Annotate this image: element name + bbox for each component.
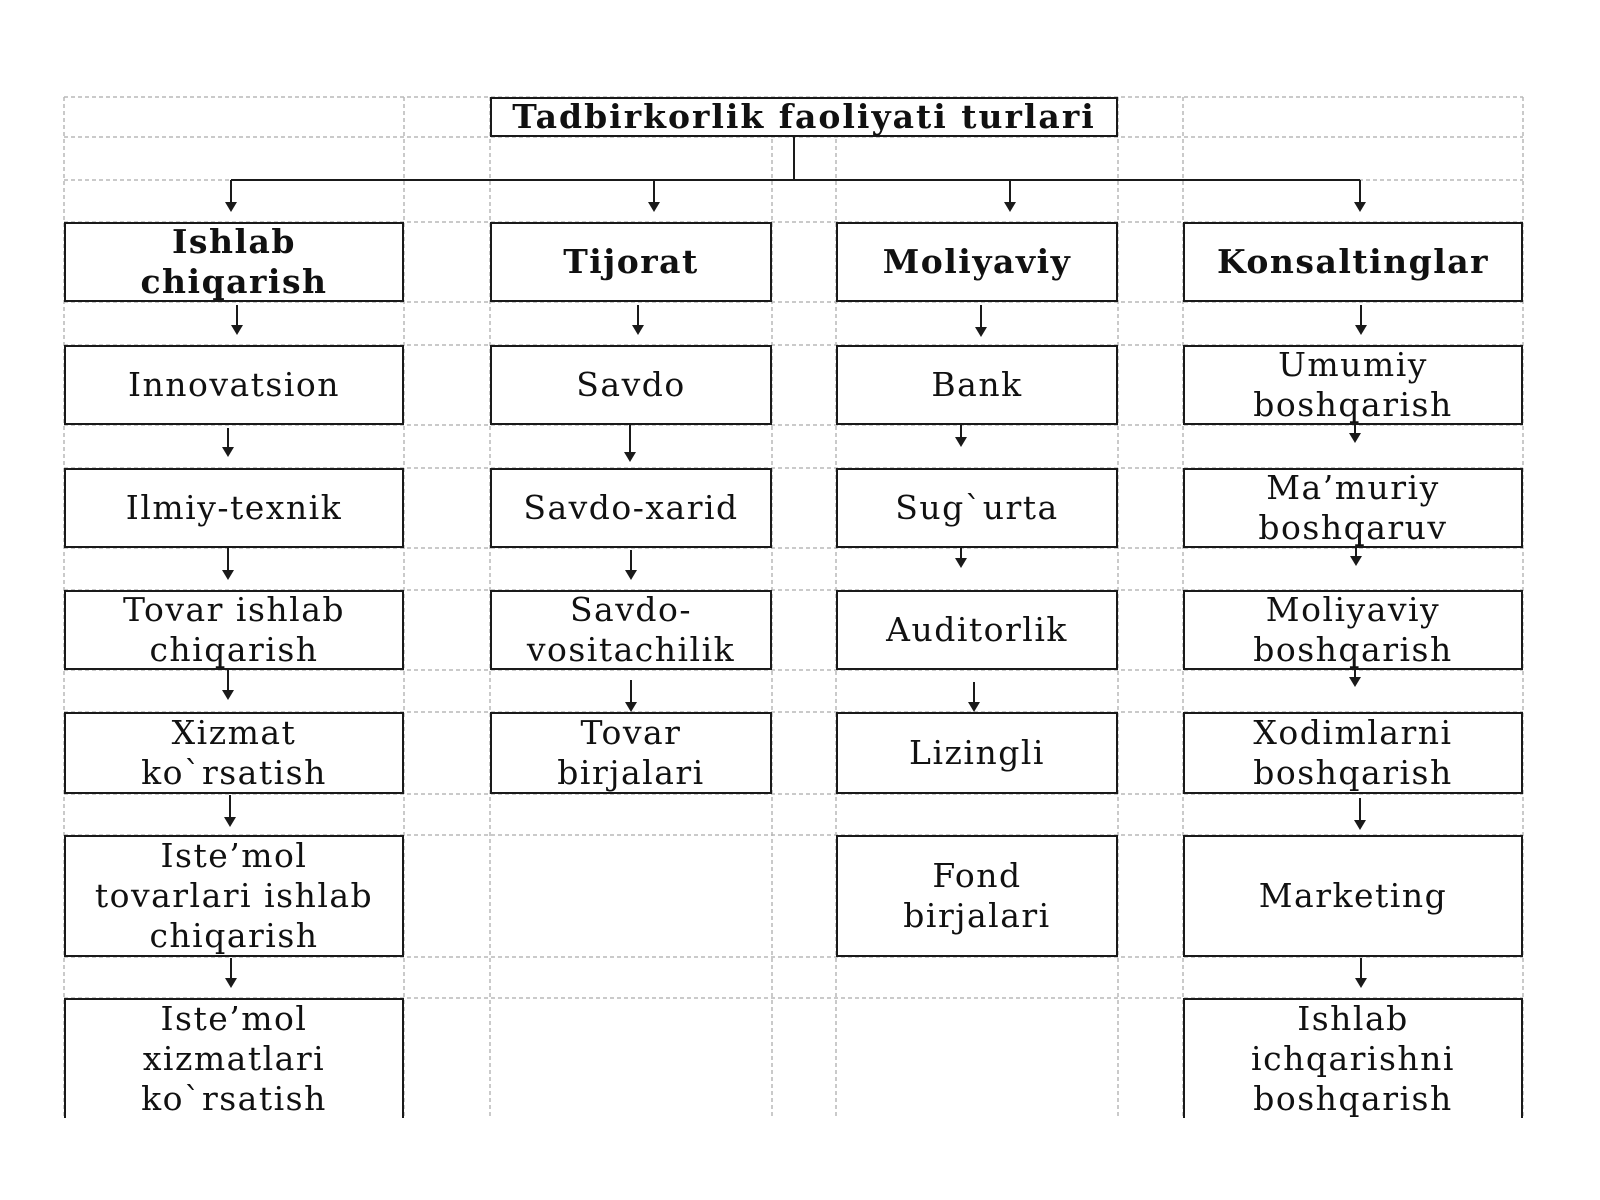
node-text: Ma’muriy boshqaruv [1258, 468, 1448, 547]
arrowhead [624, 452, 636, 462]
arrowhead [1355, 978, 1367, 988]
arrowhead [955, 437, 967, 447]
diagram-title-text: Tadbirkorlik faoliyati turlari [512, 97, 1096, 136]
arrowhead [1349, 433, 1361, 443]
node-auditorlik [836, 590, 1118, 670]
node-umumiy-boshqarish [1183, 345, 1523, 425]
node-text: Iste’mol tovarlari ishlab chiqarish [94, 836, 374, 955]
column-header-text: Ishlab chiqarish [140, 222, 328, 301]
node-marketing [1183, 835, 1523, 957]
arrowhead [222, 447, 234, 457]
diagram-title [490, 97, 1118, 137]
node-text: Bank [931, 365, 1023, 404]
node-xizmat-korsatish [64, 712, 404, 794]
node-istemol-xizmatlari [64, 998, 404, 1118]
arrowhead [955, 558, 967, 568]
column-header-tijorat [490, 222, 772, 302]
node-mamuriy-boshqaruv [1183, 468, 1523, 548]
node-savdo [490, 345, 772, 425]
arrowhead [225, 202, 237, 212]
node-text: Tovar birjalari [557, 713, 705, 792]
node-tovar-ishlab-chiqarish [64, 590, 404, 670]
arrowhead [231, 325, 243, 335]
node-text: Umumiy boshqarish [1253, 345, 1453, 424]
arrowhead [1354, 820, 1366, 830]
arrowhead [225, 978, 237, 988]
node-istemol-tovarlari [64, 835, 404, 957]
node-text: Sug`urta [895, 488, 1059, 527]
node-savdo-vositachilik [490, 590, 772, 670]
arrowhead [224, 817, 236, 827]
node-text: Innovatsion [127, 365, 341, 404]
node-lizingli [836, 712, 1118, 794]
node-text: Xizmat ko`rsatish [141, 713, 327, 792]
arrowhead [1354, 202, 1366, 212]
node-text: Tovar ishlab chiqarish [123, 590, 345, 669]
column-header-text: Tijorat [563, 242, 699, 281]
node-text: Iste’mol xizmatlari ko`rsatish [141, 999, 327, 1118]
node-text: Xodimlarni boshqarish [1253, 713, 1453, 792]
node-sugurta [836, 468, 1118, 548]
column-header-konsaltinglar [1183, 222, 1523, 302]
node-text: Lizingli [909, 733, 1045, 772]
arrowhead [1355, 325, 1367, 335]
node-text: Marketing [1258, 876, 1448, 915]
node-text: Savdo-xarid [523, 488, 739, 527]
column-header-text: Moliyaviy [882, 242, 1072, 281]
node-moliyaviy-boshqarish [1183, 590, 1523, 670]
node-text: Savdo [576, 365, 686, 404]
column-header-text: Konsaltinglar [1216, 242, 1490, 281]
node-text: Ishlab ichqarishni boshqarish [1251, 999, 1455, 1118]
node-text: Fond birjalari [903, 856, 1051, 935]
node-savdo-xarid [490, 468, 772, 548]
arrowhead [1350, 556, 1362, 566]
column-header-ishlab-chiqarish [64, 222, 404, 302]
column-header-moliyaviy [836, 222, 1118, 302]
arrowhead [222, 690, 234, 700]
node-bank [836, 345, 1118, 425]
node-xodimlarni-boshqarish [1183, 712, 1523, 794]
arrowhead [625, 702, 637, 712]
node-ilmiy-texnik [64, 468, 404, 548]
arrowhead [968, 702, 980, 712]
arrowhead [1349, 677, 1361, 687]
node-innovatsion [64, 345, 404, 425]
arrowhead [625, 570, 637, 580]
node-text: Savdo- vositachilik [526, 590, 736, 669]
node-text: Moliyaviy boshqarish [1253, 590, 1453, 669]
node-ishlab-ichqarishni-boshqarish [1183, 998, 1523, 1118]
arrowhead [1004, 202, 1016, 212]
arrowhead [222, 570, 234, 580]
node-fond-birjalari [836, 835, 1118, 957]
arrowhead [975, 327, 987, 337]
arrowhead [648, 202, 660, 212]
arrowhead [632, 325, 644, 335]
node-text: Auditorlik [886, 610, 1068, 649]
node-text: Ilmiy-texnik [125, 488, 343, 527]
node-tovar-birjalari [490, 712, 772, 794]
